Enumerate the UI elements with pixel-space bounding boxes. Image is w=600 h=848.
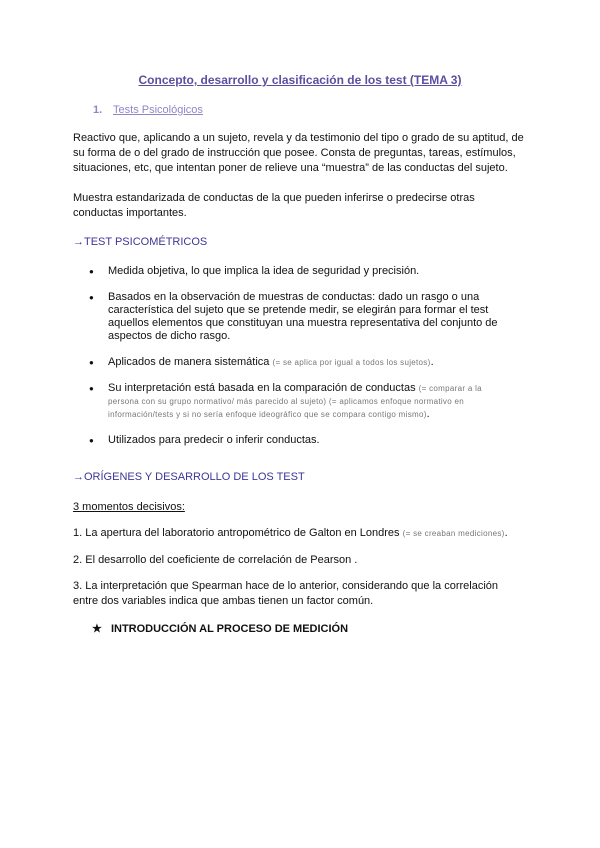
moment-1 (73, 526, 533, 541)
text-line: 3. La interpretación que Spearman hace de lo anterior, considerando que la correlación (73, 580, 498, 592)
star-icon: ★ (92, 623, 102, 635)
bullet-text: Aplicados de manera sistemática (108, 356, 270, 368)
bullet-end: . (426, 408, 430, 420)
bullet-text: característica del sujeto que se pretende medir, se elegirán para formar el test (108, 304, 489, 316)
text-line: su forma de o del grado de instrucción que posee. Consta de preguntas, tareas, estímulos, (73, 147, 516, 159)
text-line: situaciones, etc, que intentan poner de relieve una “muestra” de las conductas del sujeto. (73, 162, 508, 174)
bullet-text: aquellos elementos que constituyan una muestra representativa del conjunto de (108, 317, 498, 329)
bullet-end: . (430, 356, 434, 368)
bullet-note: (= comparar a la (418, 384, 482, 393)
text-line: entre dos variables indica que ambas tienen un factor común. (73, 595, 374, 607)
bullet-text: Utilizados para predecir o inferir conductas. (108, 434, 320, 446)
text-line: Reactivo que, aplicando a un sujeto, revela y da testimonio del tipo o grado de su aptitud, de (73, 132, 524, 144)
bullet-text: ● Basados en la observación de muestras de conductas: dado un rasgo o una (108, 291, 480, 303)
star-item-label: INTRODUCCIÓN AL PROCESO DE MEDICIÓN (110, 623, 349, 635)
moment-2: 2. El desarrollo del coeficiente de correlación de Pearson . (73, 554, 358, 566)
bullet-list (89, 265, 529, 460)
definition-paragraph-2 (73, 191, 533, 221)
page-title: Concepto, desarrollo y clasificación de los test (TEMA 3) (138, 73, 462, 87)
list-item (89, 434, 529, 447)
text-line: conductas importantes. (73, 207, 187, 219)
bullet-text: Medida objetiva, lo que implica la idea de seguridad y precisión. (108, 265, 420, 277)
bullet-text: aspectos de dicho rasgo. (108, 330, 231, 342)
star-list-item (92, 622, 348, 635)
section-heading-tests (93, 104, 203, 116)
bullet-note: persona con su grupo normativo/ más parecido al sujeto) (= aplicamos enfoque normativo en (108, 397, 464, 406)
list-item (89, 356, 529, 369)
text-line: Muestra estandarizada de conductas de la que pueden inferirse o predecirse otras (73, 192, 475, 204)
section-label: Tests Psicológicos (113, 104, 203, 116)
bullet-note: (= se aplica por igual a todos los sujetos) (272, 358, 431, 367)
list-item (89, 291, 529, 343)
list-item (89, 382, 529, 421)
bullet-text: Su interpretación está basada en la comparación de conductas (108, 382, 416, 394)
moments-label: 3 momentos decisivos: (73, 501, 185, 513)
moment-text: 1. La apertura del laboratorio antropométrico de Galton en Londres (73, 527, 400, 539)
bullet-note: información/tests y si no sería enfoque ideográfico que se compara contigo mismo) (108, 410, 427, 419)
section-number: 1. (93, 104, 103, 116)
moment-end: . (504, 527, 508, 539)
list-item (89, 265, 529, 278)
heading-test-psicometricos: →TEST PSICOMÉTRICOS (73, 236, 208, 248)
heading-origenes: →ORÍGENES Y DESARROLLO DE LOS TEST (73, 471, 305, 483)
definition-paragraph-1 (73, 131, 533, 176)
moment-note: (= se creaban mediciones) (402, 529, 505, 538)
moment-3 (73, 579, 533, 609)
